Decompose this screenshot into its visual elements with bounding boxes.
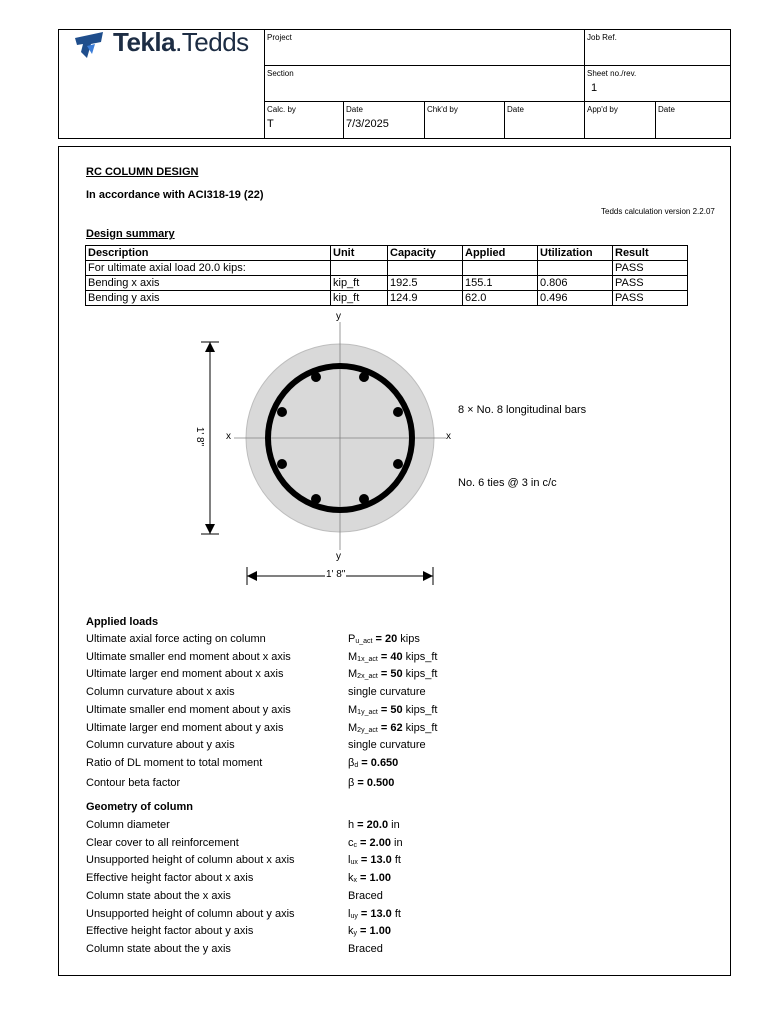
appd-by-label: App'd by	[587, 105, 618, 114]
calc-by-value: T	[267, 118, 274, 130]
parameter-subscript: 1y_act	[357, 708, 378, 716]
table-cell: PASS	[613, 291, 688, 306]
parameter-subscript: 2x_act	[357, 673, 378, 681]
ties-label: No. 6 ties @ 3 in c/c	[458, 477, 557, 489]
table-cell: 155.1	[463, 276, 538, 291]
parameter-subscript: 1x_act	[357, 655, 378, 663]
parameter-unit: kips_ft	[402, 721, 438, 734]
applied-loads-title: Applied loads	[86, 616, 159, 628]
parameter-value	[348, 757, 398, 769]
horizontal-dimension-label: 1' 8"	[326, 569, 346, 580]
parameter-symbol: P	[348, 633, 356, 645]
parameter-label: Ultimate larger end moment about x axis	[86, 668, 284, 681]
table-cell: Bending x axis	[86, 276, 331, 291]
parameter-number: = 20.0	[354, 819, 389, 831]
vertical-dimension-label: 1' 8"	[194, 426, 206, 447]
logo-wordmark	[113, 27, 249, 58]
design-summary-table	[85, 245, 688, 306]
parameter-subscript: y	[353, 930, 357, 938]
project-label: Project	[267, 33, 292, 42]
dimension-arrow	[205, 524, 215, 534]
parameter-value	[348, 651, 437, 663]
parameter-value	[348, 668, 437, 680]
tekla-tedds-logo	[73, 29, 253, 65]
parameter-unit: single curvature	[348, 739, 426, 752]
parameter-value	[348, 908, 401, 920]
parameter-label: Column state about the y axis	[86, 942, 231, 955]
parameter-value	[348, 722, 437, 734]
dimension-arrow	[205, 342, 215, 352]
table-row	[86, 276, 688, 291]
table-cell: kip_ft	[331, 276, 388, 291]
parameter-value	[348, 925, 391, 937]
parameter-label: Clear cover to all reinforcement	[86, 836, 239, 849]
parameter-number: = 13.0	[357, 854, 392, 867]
parameter-unit: kips_ft	[402, 703, 438, 716]
parameter-subscript: x	[353, 877, 357, 885]
parameter-value	[348, 872, 391, 884]
parameter-number: = 40	[377, 650, 403, 663]
title-block-divider	[264, 29, 265, 139]
column-header: Utilization	[538, 246, 613, 261]
rebar	[359, 372, 369, 382]
chkd-by-label: Chk'd by	[427, 105, 458, 114]
parameter-label: Ultimate smaller end moment about y axis	[86, 703, 291, 716]
parameter-number: = 13.0	[357, 907, 392, 920]
parameter-value	[348, 777, 394, 789]
table-cell: 192.5	[388, 276, 463, 291]
table-cell	[463, 261, 538, 276]
parameter-label: Effective height factor about x axis	[86, 872, 254, 885]
parameter-symbol: M	[348, 703, 358, 716]
title-block-divider	[584, 29, 585, 139]
date2-label: Date	[507, 105, 524, 114]
table-cell: 0.496	[538, 291, 613, 306]
parameter-unit: single curvature	[348, 686, 426, 699]
table-cell	[538, 261, 613, 276]
parameter-symbol: k	[348, 925, 354, 938]
parameter-value	[348, 890, 383, 902]
parameter-symbol: M	[348, 668, 358, 681]
design-summary-title: Design summary	[86, 228, 175, 240]
parameter-subscript: u_act	[355, 638, 373, 645]
calc-by-label: Calc. by	[267, 105, 296, 114]
column-header: Unit	[331, 246, 388, 261]
parameter-label: Ultimate smaller end moment about x axis	[86, 650, 291, 663]
parameter-label: Contour beta factor	[86, 776, 181, 789]
rebar	[359, 494, 369, 504]
parameter-unit: in	[390, 836, 403, 849]
job-ref-label: Job Ref.	[587, 33, 617, 42]
parameter-unit: kips_ft	[402, 668, 438, 681]
y-axis-label-top: y	[336, 311, 341, 322]
parameter-symbol: k	[348, 872, 354, 885]
parameter-symbol: l	[348, 907, 351, 920]
parameter-label: Column curvature about x axis	[86, 686, 235, 699]
parameter-symbol: M	[348, 650, 358, 663]
rebar	[393, 407, 403, 417]
date3-label: Date	[658, 105, 675, 114]
column-header: Applied	[463, 246, 538, 261]
parameter-number: = 0.500	[354, 776, 395, 789]
table-cell: 0.806	[538, 276, 613, 291]
parameter-label: Column curvature about y axis	[86, 739, 235, 752]
table-cell: kip_ft	[331, 291, 388, 306]
table-cell: For ultimate axial load 20.0 kips:	[86, 261, 331, 276]
parameter-label: Ultimate larger end moment about y axis	[86, 721, 284, 734]
sheet-value: 1	[591, 82, 598, 94]
logo-dot-text: .	[175, 27, 182, 57]
parameter-symbol: M	[348, 721, 358, 734]
parameter-unit: in	[388, 819, 400, 831]
dimension-arrow	[247, 571, 257, 581]
table-row	[86, 261, 688, 276]
parameter-value	[348, 854, 401, 866]
parameter-symbol: β	[348, 776, 355, 789]
title-block-divider	[504, 101, 505, 139]
column-section-diagram	[190, 310, 470, 590]
parameter-subscript: 2y_act	[357, 726, 378, 734]
table-cell: PASS	[613, 261, 688, 276]
title-block-divider	[655, 101, 656, 139]
parameter-number: = 50	[377, 668, 403, 681]
parameter-value	[348, 837, 403, 849]
table-row	[86, 291, 688, 306]
parameter-number: = 20	[372, 633, 398, 645]
rebar	[277, 407, 287, 417]
geometry-title: Geometry of column	[86, 801, 193, 813]
table-cell: 124.9	[388, 291, 463, 306]
parameter-value	[348, 739, 426, 751]
parameter-label: Column diameter	[86, 819, 170, 831]
parameter-unit: Braced	[348, 889, 383, 902]
calc-version: Tedds calculation version 2.2.07	[601, 207, 715, 216]
logo-tekla-text: Tekla	[113, 27, 176, 57]
parameter-symbol: h	[348, 819, 355, 831]
standard-reference: In accordance with ACI318-19 (22)	[86, 189, 264, 201]
parameter-symbol: l	[348, 854, 351, 867]
parameter-unit: ft	[391, 907, 401, 920]
date-value: 7/3/2025	[346, 118, 389, 130]
parameter-value	[348, 686, 426, 698]
parameter-label: Ratio of DL moment to total moment	[86, 756, 263, 769]
tekla-logo-icon	[73, 32, 107, 58]
sheet-label: Sheet no./rev.	[587, 69, 637, 78]
y-axis-label-bottom: y	[336, 551, 341, 562]
table-header-row	[86, 246, 688, 261]
parameter-unit: kips	[397, 633, 420, 645]
parameter-subscript: ux	[350, 859, 358, 867]
title-block-divider	[264, 101, 731, 102]
parameter-number: = 1.00	[357, 925, 391, 938]
table-cell: Bending y axis	[86, 291, 331, 306]
parameter-unit: kips_ft	[402, 650, 438, 663]
parameter-number: = 2.00	[357, 836, 391, 849]
title-block-divider	[343, 101, 344, 139]
parameter-number: = 0.650	[358, 756, 399, 769]
rebar	[311, 372, 321, 382]
logo-tedds-text: Tedds	[181, 27, 249, 57]
column-header: Result	[613, 246, 688, 261]
table-cell: PASS	[613, 276, 688, 291]
parameter-subscript: uy	[350, 912, 358, 920]
x-axis-label-left: x	[226, 431, 231, 442]
date-label: Date	[346, 105, 363, 114]
column-header: Description	[86, 246, 331, 261]
parameter-symbol: c	[348, 836, 354, 849]
table-cell	[331, 261, 388, 276]
parameter-value	[348, 943, 383, 955]
parameter-label: Unsupported height of column about x axis	[86, 854, 295, 867]
parameter-label: Ultimate axial force acting on column	[86, 633, 266, 645]
parameter-number: = 62	[377, 721, 403, 734]
parameter-number: = 50	[377, 703, 403, 716]
title-block-divider	[264, 65, 731, 66]
x-axis-label-right: x	[446, 431, 451, 442]
parameter-value	[348, 633, 420, 645]
parameter-symbol: β	[348, 756, 355, 769]
bars-label: 8 × No. 8 longitudinal bars	[458, 404, 587, 416]
rebar	[393, 459, 403, 469]
title-block-divider	[424, 101, 425, 139]
parameter-value	[348, 819, 400, 831]
rebar	[277, 459, 287, 469]
parameter-value	[348, 704, 437, 716]
parameter-unit: Braced	[348, 942, 383, 955]
parameter-label: Column state about the x axis	[86, 889, 231, 902]
parameter-label: Unsupported height of column about y axis	[86, 907, 295, 920]
table-cell	[388, 261, 463, 276]
table-cell: 62.0	[463, 291, 538, 306]
rebar	[311, 494, 321, 504]
parameter-subscript: d	[354, 761, 359, 769]
column-header: Capacity	[388, 246, 463, 261]
parameter-label: Effective height factor about y axis	[86, 925, 254, 938]
document-title: RC COLUMN DESIGN	[86, 166, 199, 178]
parameter-number: = 1.00	[357, 872, 391, 885]
dimension-arrow	[423, 571, 433, 581]
section-label: Section	[267, 69, 294, 78]
parameter-subscript: c	[353, 841, 357, 849]
parameter-unit: ft	[391, 854, 401, 867]
